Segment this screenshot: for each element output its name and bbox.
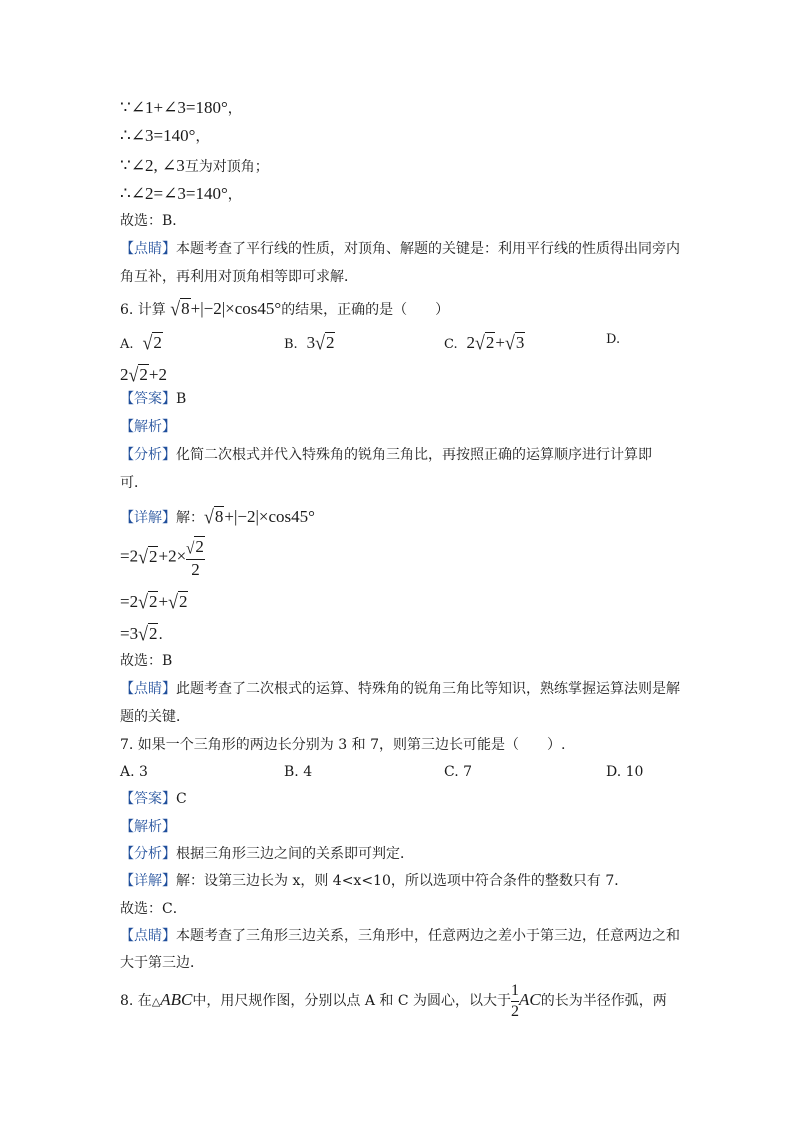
- q6-option-a: A. √2: [120, 332, 162, 354]
- q7-jiexi: 【解析】: [120, 819, 176, 835]
- q6-dianjing-cont: 题的关键．: [120, 709, 190, 725]
- q6-fenxi-cont: 可．: [120, 475, 148, 491]
- q8-stem: 8. 在△ABC中，用尺规作图，分别以点 A 和 C 为圆心，以大于 $\frac{1}{2}$ AC的长为半径作弧，两: [120, 982, 667, 1020]
- q6-option-b: B. 3√2: [284, 332, 335, 354]
- q7-answer: 【答案】C: [120, 791, 187, 807]
- line-angle-sum: ∵∠1+∠3=180°，: [120, 98, 242, 117]
- q6-option-c: C. 2√2+√3: [444, 332, 525, 354]
- sqrt-8: √8: [170, 298, 190, 320]
- line-choose-b: 故选：B．: [120, 213, 187, 229]
- q6-option-d-label: D.: [606, 332, 621, 347]
- line-angle3-value: ∴∠3=140°，: [120, 126, 210, 145]
- q7-fenxi: 【分析】根据三角形三边之间的关系即可判定．: [120, 846, 414, 862]
- q6-jiexi: 【解析】: [120, 419, 176, 435]
- q6-stem: 6. 计算 √8+|−2|×cos45°的结果，正确的是（ ）: [120, 298, 450, 320]
- q7-dianjing: 【点睛】本题考查了三角形三边关系，三角形中，任意两边之差小于第三边，任意两边之和: [120, 928, 680, 944]
- q6-fenxi: 【分析】化简二次根式并代入特殊角的锐角三角比，再按照正确的运算顺序进行计算即: [120, 447, 652, 463]
- q7-option-b: B. 4: [284, 764, 313, 780]
- line-angle2-value: ∴∠2=∠3=140°，: [120, 184, 242, 203]
- q7-xiangjie: 【详解】解：设第三边长为 x，则 4<x<10，所以选项中符合条件的整数只有 7．: [120, 873, 629, 889]
- q6-option-d-value: 2√2+2: [120, 364, 167, 386]
- q7-option-c: C. 7: [444, 764, 473, 780]
- q6-guxuan: 故选：B: [120, 653, 173, 669]
- q6-step-2: =2√2+√2: [120, 591, 188, 613]
- q7-option-d: D. 10: [606, 764, 644, 780]
- q7-dianjing-cont: 大于第三边．: [120, 955, 204, 971]
- q6-step-1: =2√2+2× $\frac{√2}{2}$: [120, 537, 204, 579]
- q6-xiangjie: 【详解】解：√8+|−2|×cos45°: [120, 506, 315, 528]
- line-vertical-angles: ∵∠2, ∠3互为对顶角；: [120, 156, 269, 175]
- q6-dianjing: 【点睛】此题考查了二次根式的运算、特殊角的锐角三角比等知识，熟练掌握运算法则是解: [120, 681, 680, 697]
- q7-guxuan: 故选：C．: [120, 901, 187, 917]
- fraction-sqrt2-over-2: $\frac{√2}{2}$: [186, 537, 204, 579]
- q6-step-3: =3√2．: [120, 623, 173, 645]
- q6-answer: 【答案】B: [120, 391, 187, 407]
- q7-stem: 7. 如果一个三角形的两边长分别为 3 和 7，则第三边长可能是（ ）.: [120, 737, 566, 753]
- q5-dianjing: 【点睛】本题考查了平行线的性质，对顶角、解题的关键是：利用平行线的性质得出同旁内: [120, 241, 680, 257]
- q7-option-a: A. 3: [120, 764, 148, 780]
- fraction-one-half: $\frac{1}{2}$: [511, 982, 520, 1020]
- q5-dianjing-cont: 角互补，再利用对顶角相等即可求解．: [120, 269, 358, 285]
